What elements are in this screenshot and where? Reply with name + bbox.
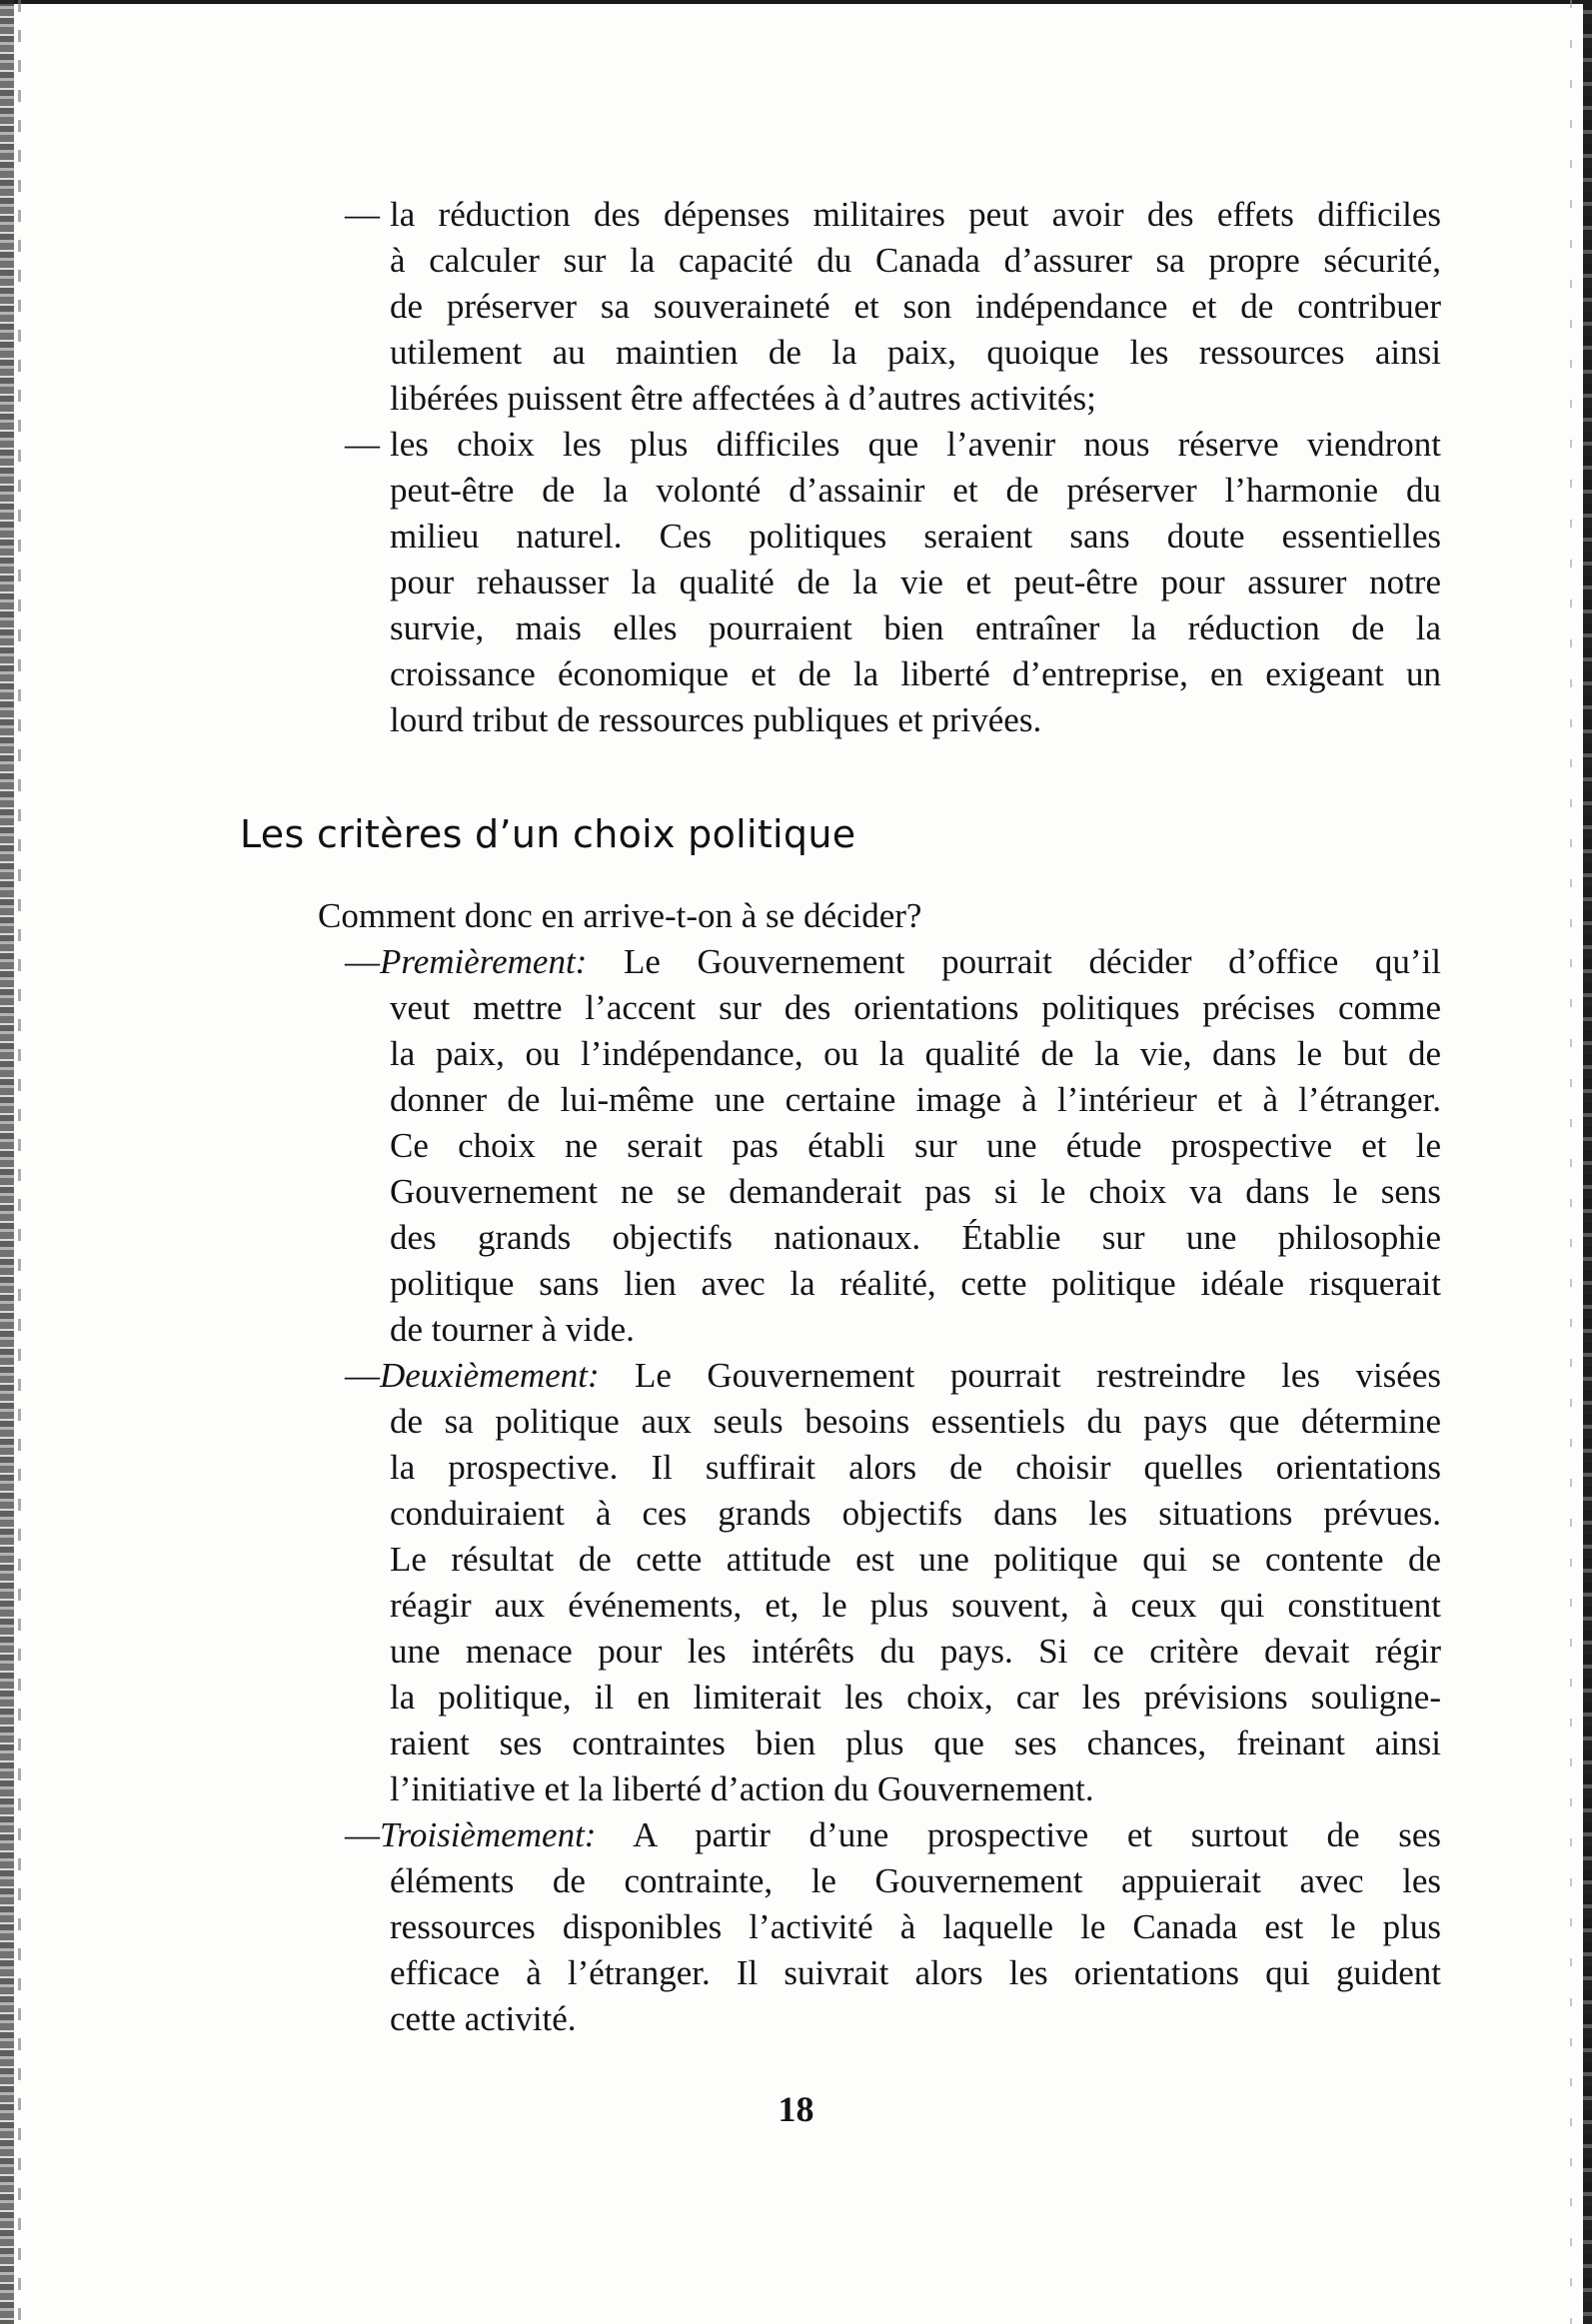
bullet-line: utilement au maintien de la paix, quoique les ressources ainsi: [390, 333, 1441, 372]
item-dash: —: [345, 1815, 380, 1854]
item-first-rest: A partir d’une prospective et surtout de ses: [596, 1815, 1441, 1854]
item-line: donner de lui-même une certaine image à l’intérieur et à l’étranger.: [390, 1080, 1441, 1119]
item-line: réagir aux événements, et, le plus souvent, à ceux qui constituent: [390, 1586, 1441, 1625]
item-first-line: [345, 939, 1441, 985]
scan-edge-top: [0, 0, 1592, 4]
bullet-line: la réduction des dépenses militaires peut avoir des effets difficiles: [390, 195, 1441, 234]
bullet-line: lourd tribut de ressources publiques et privées.: [390, 700, 1042, 739]
bullet-line: croissance économique et de la liberté d’entreprise, en exigeant un: [390, 654, 1441, 693]
item-line: Gouvernement ne se demanderait pas si le choix va dans le sens: [390, 1172, 1441, 1211]
item-line: raient ses contraintes bien plus que ses chances, freinant ainsi: [390, 1724, 1441, 1762]
bullet-line: milieu naturel. Ces politiques seraient sans doute essentielles: [390, 517, 1441, 556]
scan-edge-left-inner: [18, 0, 21, 2324]
item-line: de sa politique aux seuls besoins essentiels du pays que détermine: [390, 1402, 1441, 1441]
item-line: la paix, ou l’indépendance, ou la qualité de la vie, dans le but de: [390, 1034, 1441, 1073]
item-first-line: [345, 1353, 1441, 1399]
item-label: Premièrement:: [380, 942, 588, 981]
item-line: veut mettre l’accent sur des orientations politiques précises comme: [390, 988, 1441, 1027]
bullet-dash: —: [345, 195, 380, 234]
bullet-line: survie, mais elles pourraient bien entraîner la réduction de la: [390, 608, 1441, 647]
bullet-dash: —: [345, 425, 380, 464]
item-first-line: [345, 1812, 1441, 1858]
bullet-line: pour rehausser la qualité de la vie et peut-être pour assurer notre: [390, 563, 1441, 601]
item-first-rest: Le Gouvernement pourrait décider d’office qu’il: [587, 942, 1441, 981]
item-line: des grands objectifs nationaux. Établie sur une philosophie: [390, 1218, 1441, 1257]
bullet-line: libérées puissent être affectées à d’autres activités;: [390, 379, 1096, 418]
item-line: éléments de contrainte, le Gouvernement appuierait avec les: [390, 1861, 1441, 1900]
item-dash: —: [345, 942, 380, 981]
scan-edge-right-inner: [1570, 0, 1572, 2324]
page-number: 18: [778, 2089, 814, 2129]
item-first-rest: Le Gouvernement pourrait restreindre les visées: [599, 1356, 1441, 1395]
item-line: efficace à l’étranger. Il suivrait alors les orientations qui guident: [390, 1953, 1441, 1992]
item-line: une menace pour les intérêts du pays. Si ce critère devait régir: [390, 1632, 1441, 1671]
section-intro: Comment donc en arrive-t-on à se décider?: [318, 896, 922, 935]
item-line: l’initiative et la liberté d’action du Gouvernement.: [390, 1769, 1094, 1808]
item-line: la politique, il en limiterait les choix, car les prévisions souligne-: [390, 1678, 1441, 1717]
item-line: la prospective. Il suffirait alors de choisir quelles orientations: [390, 1448, 1441, 1487]
bullet-line: à calculer sur la capacité du Canada d’assurer sa propre sécurité,: [390, 241, 1441, 280]
bullet-line: de préserver sa souveraineté et son indépendance et de contribuer: [390, 287, 1441, 326]
item-line: cette activité.: [390, 1999, 577, 2038]
item-line: politique sans lien avec la réalité, cette politique idéale risquerait: [390, 1264, 1441, 1303]
item-dash: —: [345, 1356, 380, 1395]
section-heading: Les critères d’un choix politique: [240, 812, 856, 856]
scan-edge-right: [1583, 0, 1592, 2324]
item-label: Troisièmement:: [380, 1815, 597, 1854]
item-line: Le résultat de cette attitude est une politique qui se contente de: [390, 1540, 1441, 1579]
scan-edge-left: [0, 0, 14, 2324]
item-line: de tourner à vide.: [390, 1310, 635, 1349]
item-line: Ce choix ne serait pas établi sur une étude prospective et le: [390, 1126, 1441, 1165]
item-line: ressources disponibles l’activité à laquelle le Canada est le plus: [390, 1907, 1441, 1946]
bullet-line: les choix les plus difficiles que l’avenir nous réserve viendront: [390, 425, 1441, 464]
item-label: Deuxièmement:: [380, 1356, 600, 1395]
item-line: conduiraient à ces grands objectifs dans les situations prévues.: [390, 1494, 1441, 1533]
bullet-line: peut-être de la volonté d’assainir et de préserver l’harmonie du: [390, 471, 1441, 510]
